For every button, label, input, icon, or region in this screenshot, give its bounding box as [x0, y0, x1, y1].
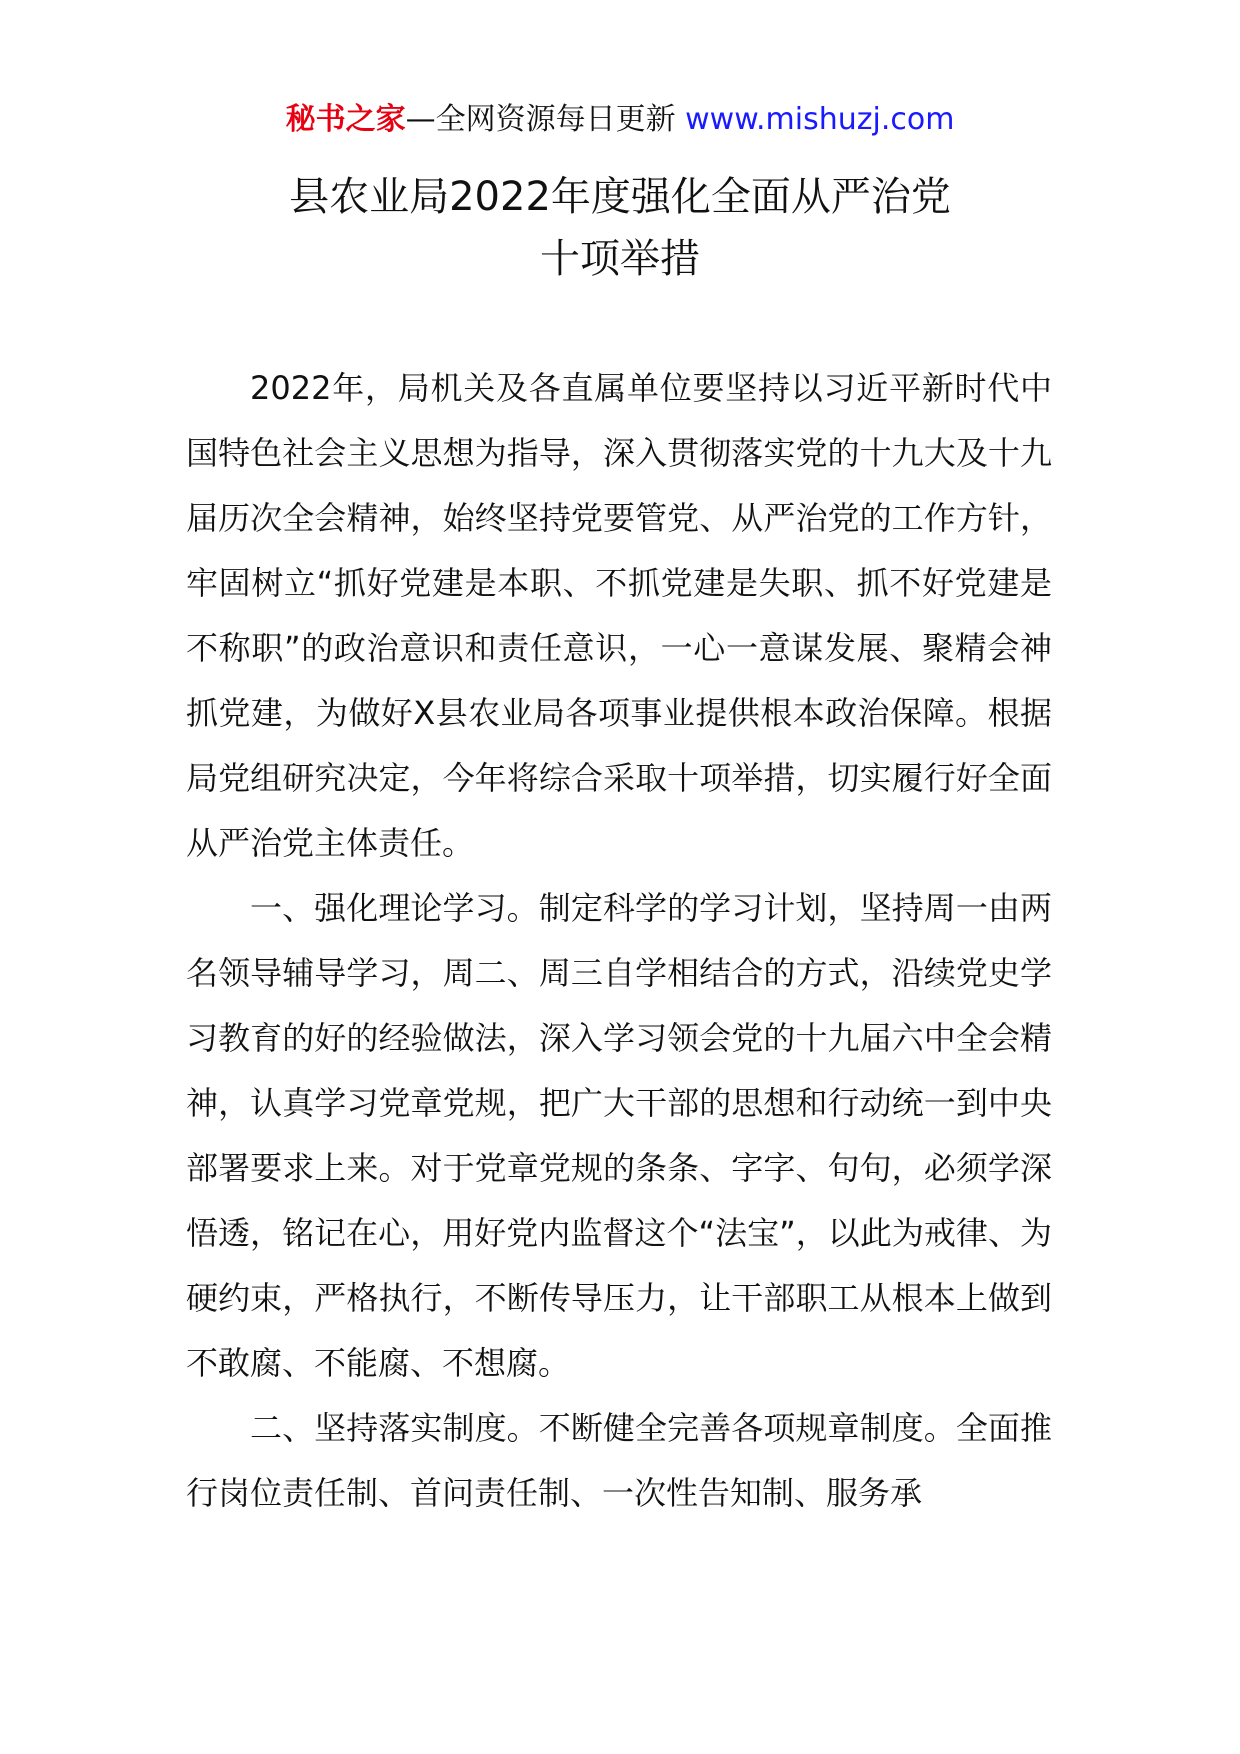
brand-name: 秘书之家 — [285, 102, 406, 137]
document-body — [186, 356, 1052, 1526]
site-header — [0, 98, 1240, 142]
site-url-link[interactable]: www.mishuzj.com — [685, 102, 955, 137]
body-paragraph: 二、坚持落实制度。不断健全完善各项规章制度。全面推行岗位责任制、首问责任制、一次性告知制、服务承 — [186, 1409, 1052, 1512]
body-paragraph: 2022年，局机关及各直属单位要坚持以习近平新时代中国特色社会主义思想为指导，深入贯彻落实党的十九大及十九届历次全会精神，始终坚持党要管党、从严治党的工作方针，牢固树立“抓好党建是本职、不抓党建是失职、抓不好党建是不称职”的政治意识和责任意识，一心一意谋发展、聚精会神抓党建，为做好X县农业局各项事业提供根本政治保障。根据局党组研究决定，今年将综合采取十项举措，切实履行好全面从严治党主体责任。 — [186, 369, 1052, 862]
title-line-1: 县农业局2022年度强化全面从严治党 — [289, 174, 951, 220]
header-slogan: —全网资源每日更新 — [405, 102, 676, 137]
title-line-2: 十项举措 — [540, 236, 700, 282]
body-paragraph: 一、强化理论学习。制定科学的学习计划，坚持周一由两名领导辅导学习，周二、周三自学相结合的方式，沿续党史学习教育的好的经验做法，深入学习领会党的十九届六中全会精神，认真学习党章党规，把广大干部的思想和行动统一到中央部署要求上来。对于党章党规的条条、字字、句句，必须学深悟透，铭记在心，用好党内监督这个“法宝”，以此为戒律、为硬约束，严格执行，不断传导压力，让干部职工从根本上做到不敢腐、不能腐、不想腐。 — [186, 889, 1052, 1382]
document-title — [0, 166, 1240, 290]
